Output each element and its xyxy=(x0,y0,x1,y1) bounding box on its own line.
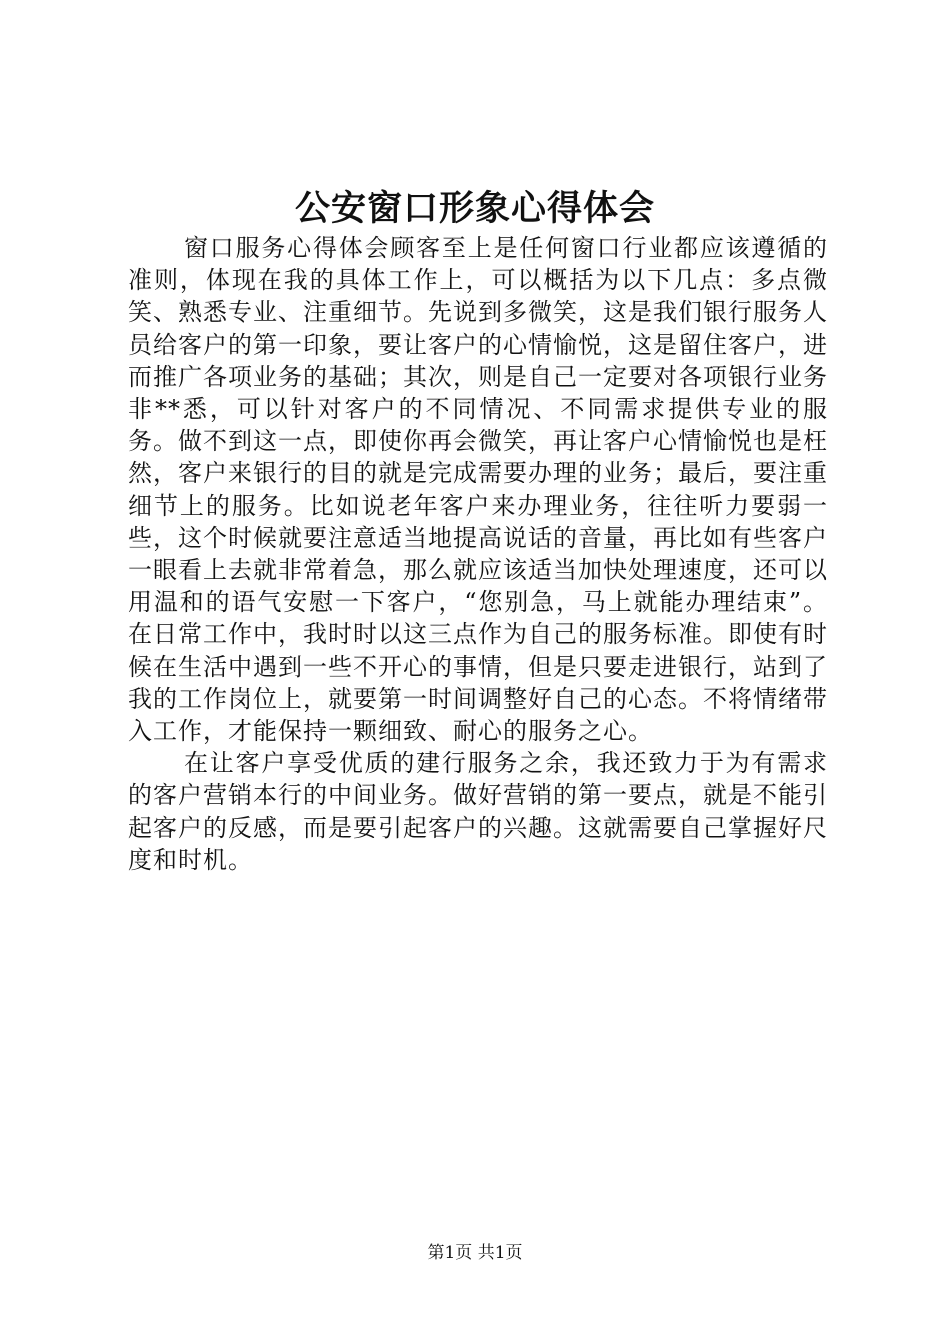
body-paragraph-1: 窗口服务心得体会顾客至上是任何窗口行业都应该遵循的准则，体现在我的具体工作上，可以概括为以下几点：多点微笑、熟悉专业、注重细节。先说到多微笑，这是我们银行服务人员给客户的第一印象，要让客户的心情愉悦，这是留住客户，进而推广各项业务的基础；其次，则是自己一定要对各项银行业务非**悉，可以针对客户的不同情况、不同需求提供专业的服务。做不到这一点，即使你再会微笑，再让客户心情愉悦也是枉然，客户来银行的目的就是完成需要办理的业务；最后，要注重细节上的服务。比如说老年客户来办理业务，往往听力要弱一些，这个时候就要注意适当地提高说话的音量，再比如有些客户一眼看上去就非常着急，那么就应该适当加快处理速度，还可以用温和的语气安慰一下客户，“您别急，马上就能办理结束”。在日常工作中，我时时以这三点作为自己的服务标准。即使有时候在生活中遇到一些不开心的事情，但是只要走进银行，站到了我的工作岗位上，就要第一时间调整好自己的心态。不将情绪带入工作，才能保持一颗细致、耐心的服务之心。 xyxy=(128,234,828,746)
body-paragraph-2: 在让客户享受优质的建行服务之余，我还致力于为有需求的客户营销本行的中间业务。做好营销的第一要点，就是不能引起客户的反感，而是要引起客户的兴趣。这就需要自己掌握好尺度和时机。 xyxy=(128,749,828,874)
document-body xyxy=(128,232,828,876)
document-title: 公安窗口形象心得体会 xyxy=(294,188,655,229)
page-footer: 第1页 共1页 xyxy=(427,1243,523,1263)
